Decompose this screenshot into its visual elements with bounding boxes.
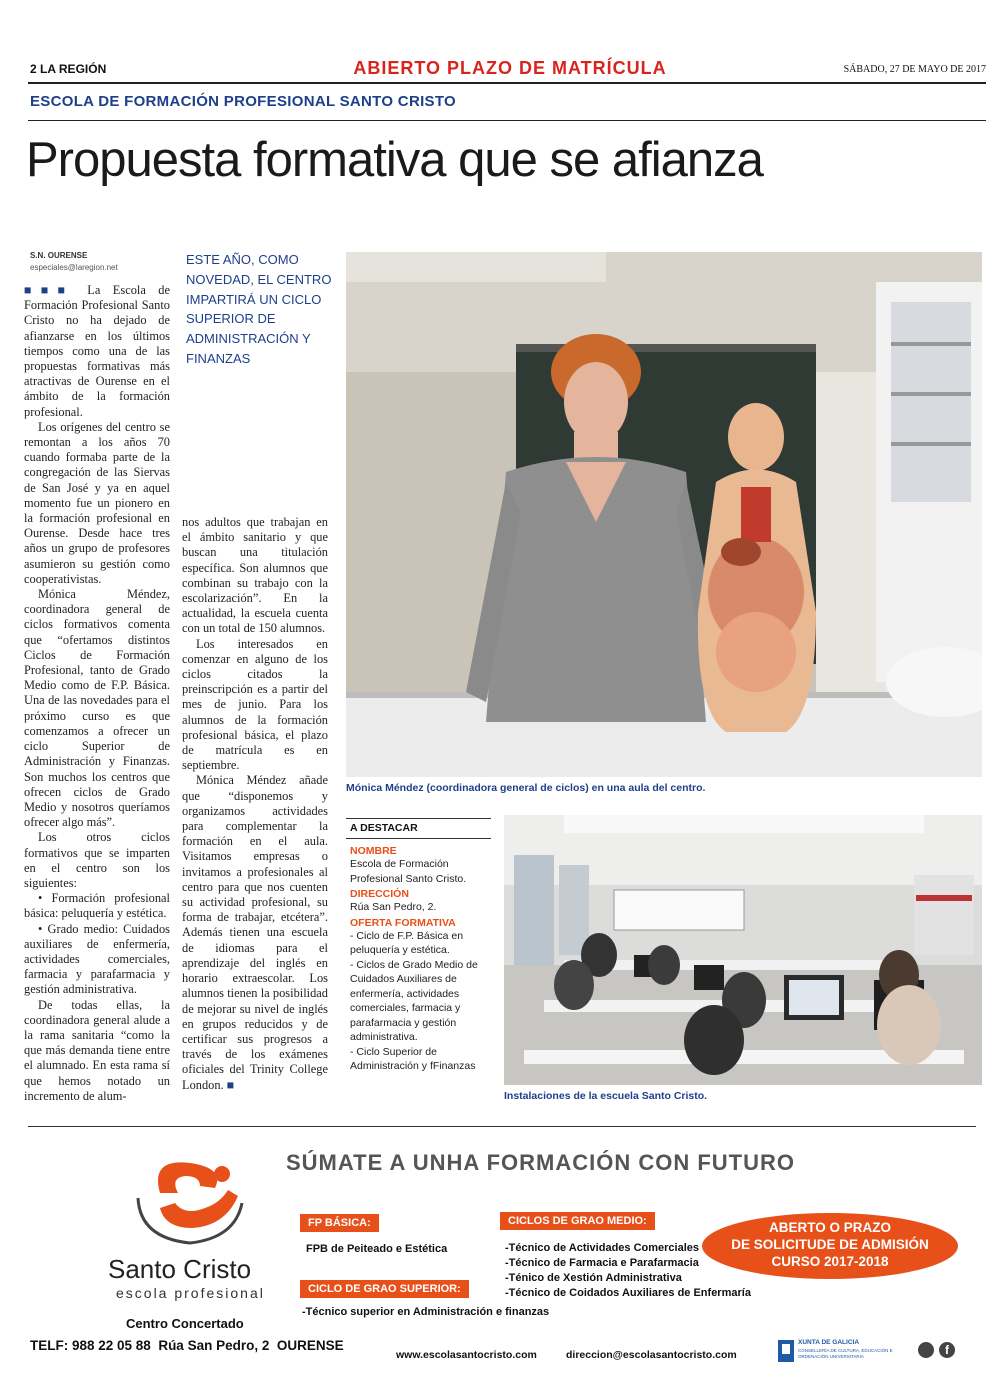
ad-slogan: SÚMATE A UNHA FORMACIÓN CON FUTURO (286, 1150, 795, 1175)
tag-grao-superior: CICLO DE GRAO SUPERIOR: (300, 1280, 469, 1298)
xunta-crest-icon (778, 1340, 794, 1362)
photo-coordinator (346, 252, 982, 777)
photo-coordinator-caption: Mónica Méndez (coordinadora general de ciclos) en una aula del centro. (346, 782, 706, 794)
photo-computer-lab-image (504, 815, 982, 1085)
tag-grao-medio: CICLOS DE GRAO MEDIO: (500, 1212, 655, 1230)
tag-fp-basica: FP BÁSICA: (300, 1214, 379, 1232)
byline-email: especiales@laregion.net (30, 263, 118, 272)
logo-name: Santo Cristo (108, 1254, 252, 1284)
paragraph: • Formación profesional básica: peluquería y estética. (24, 891, 170, 921)
promo-line: CURSO 2017-2018 (771, 1254, 889, 1269)
xunta-dept: CONSELLERÍA DE CULTURA, EDUCACIÓN E ORDENACIÓN UNIVERSITARIA (798, 1348, 893, 1359)
value-nombre: Escola de Formación Profesional Santo Cristo. (350, 858, 467, 885)
promo-line: ABERTO O PRAZO (768, 1220, 891, 1235)
school-logo-icon (130, 1148, 250, 1248)
photo-computer-lab (504, 815, 982, 1085)
page-brand: 2 LA REGIÓN (30, 62, 107, 76)
paragraph: Los interesados en comenzar en alguno de los ciclos citados la preinscripción es a partir del mes de junio. Para los alumnos de la formación profesional básica, el plazo de matrícula es en septiembre. (182, 636, 328, 773)
centro-concertado: Centro Concertado (126, 1316, 244, 1331)
oferta-item: - Ciclo de F.P. Básica en peluquería y estética. (350, 929, 464, 956)
byline: S.N. OURENSE (30, 251, 88, 260)
lead-marker: ■■■ (24, 283, 88, 297)
article-column-1 (24, 283, 170, 1104)
paragraph: Mónica Méndez, coordinadora general de ciclos formativos comenta que “ofertamos distintos Ciclos de Formación Profesional, tanto de Grado Medio como de F.P. Básica. Una de las novedades para el próximo curso es que comenzamos a ofrecer un ciclo Superior de Administración y Finanzas. Son muchos los centros que ofrecen ciclos de Grado Medio y nosotros queríamos ofrecer algo más”. (24, 587, 170, 830)
section-title: ESCOLA DE FORMACIÓN PROFESIONAL SANTO CRISTO (30, 93, 457, 110)
admission-promo (702, 1213, 958, 1279)
promo-line: DE SOLICITUDE DE ADMISIÓN (731, 1237, 929, 1252)
article-column-2 (182, 515, 328, 1093)
highlight-box (346, 818, 491, 1074)
label-nombre: NOMBRE (350, 845, 397, 857)
headline: Propuesta formativa que se afianza (26, 133, 763, 187)
grao-medio-item: -Ténico de Xestión Administrativa (505, 1272, 682, 1284)
school-logo (130, 1148, 250, 1248)
grao-medio-item: -Técnico de Coidados Auxiliares de Enfermaría (505, 1287, 751, 1299)
website-link[interactable]: www.escolasantocristo.com (396, 1349, 537, 1361)
email-link[interactable]: direccion@escolasantocristo.com (566, 1349, 737, 1361)
ad-rule (28, 1126, 976, 1127)
paragraph: De todas ellas, la coordinadora general alude a la rama sanitaria “como la que más demanda tiene entre el alumnado. En esta rama sí que hemos notado un incremento de alum- (24, 997, 170, 1103)
paragraph: nos adultos que trabajan en el ámbito sanitario y que buscan una titulación específica. Son alumnos que combinan su trabajo con la escolarización”. En la actualidad, la escuela cuenta con un total de 150 alumnos. (182, 515, 328, 636)
label-direccion: DIRECCIÓN (350, 888, 409, 900)
paragraph: Mónica Méndez añade que “disponemos y organizamos actividades para complementar la formación en el aula. Visitamos empresas o invitamos a profesionales al centro para que nos cuenten su actividad profesional, su forma de trabajar, etcétera”. Además tienen una escuela de idiomas para el aprendizaje del inglés en horario extraescolar. Los alumnos tienen la posibilidad de mejorar su nivel de inglés en grupos reducidos y de certificar sus progresos a través de los exámenes oficiales del Trinity College London. ■ (182, 773, 328, 1092)
oferta-item: - Ciclos de Grado Medio de Cuidados Auxiliares de enfermería, actividades comerciales, farmacia y parafarmacia y gestión administrativa. (350, 958, 478, 1043)
header-rule-top (28, 82, 986, 84)
logo-subtitle: escola profesional (116, 1285, 265, 1301)
paragraph: Los otros ciclos formativos que se imparten en el centro son los siguientes: (24, 830, 170, 890)
youtube-icon[interactable] (918, 1342, 934, 1358)
value-direccion: Rúa San Pedro, 2. (350, 901, 437, 913)
pull-quote: ESTE AÑO, COMO NOVEDAD, EL CENTRO IMPARTIRÁ UN CICLO SUPERIOR DE ADMINISTRACIÓN Y FINANZAS (186, 252, 332, 366)
fp-basica-item: FPB de Peiteado e Estética (306, 1243, 448, 1255)
grao-medio-item: -Técnico de Farmacia e Parafarmacia (505, 1257, 699, 1269)
paragraph: ■■■ La Escola de Formación Profesional Santo Cristo no ha dejado de afianzarse en los últimos tiempos como una de las propuestas formativas más atractivas de Ourense en el ámbito de la formación profesional. (24, 283, 170, 419)
contact-line: TELF: 988 22 05 88 Rúa San Pedro, 2 OURENSE (30, 1338, 344, 1353)
end-mark: ■ (223, 1077, 235, 1092)
xunta-logo (778, 1338, 908, 1366)
issue-date: SÁBADO, 27 DE MAYO DE 2017 (843, 64, 986, 75)
facebook-icon[interactable]: f (939, 1342, 955, 1358)
photo-coordinator-image (346, 252, 982, 777)
photo-computer-lab-caption: Instalaciones de la escuela Santo Cristo. (504, 1090, 708, 1102)
paragraph: Los orígenes del centro se remontan a los años 70 cuando formaba parte de la congregación de las Siervas de San José y ya en aquel momento fue un pionero en la formación profesional en Ourense. Desde hace tres años un grupo de profesores asumieron su gestión como cooperativistas. (24, 419, 170, 586)
paragraph: • Grado medio: Cuidados auxiliares de enfermería, actividades comerciales, farmacia y parafarmacia y gestión administrativa. (24, 921, 170, 997)
grao-medio-item: -Técnico de Actividades Comerciales (505, 1242, 699, 1254)
oferta-item: - Ciclo Superior de Administración y fFinanzas (350, 1045, 476, 1072)
highlight-box-title: A DESTACAR (346, 818, 491, 839)
label-oferta: OFERTA FORMATIVA (350, 916, 456, 929)
xunta-name: XUNTA DE GALICIA (798, 1339, 860, 1346)
header-rule-bottom (28, 120, 986, 121)
grao-superior-item: -Técnico superior en Administración e finanzas (302, 1306, 550, 1318)
banner-title: ABIERTO PLAZO DE MATRÍCULA (353, 58, 667, 78)
